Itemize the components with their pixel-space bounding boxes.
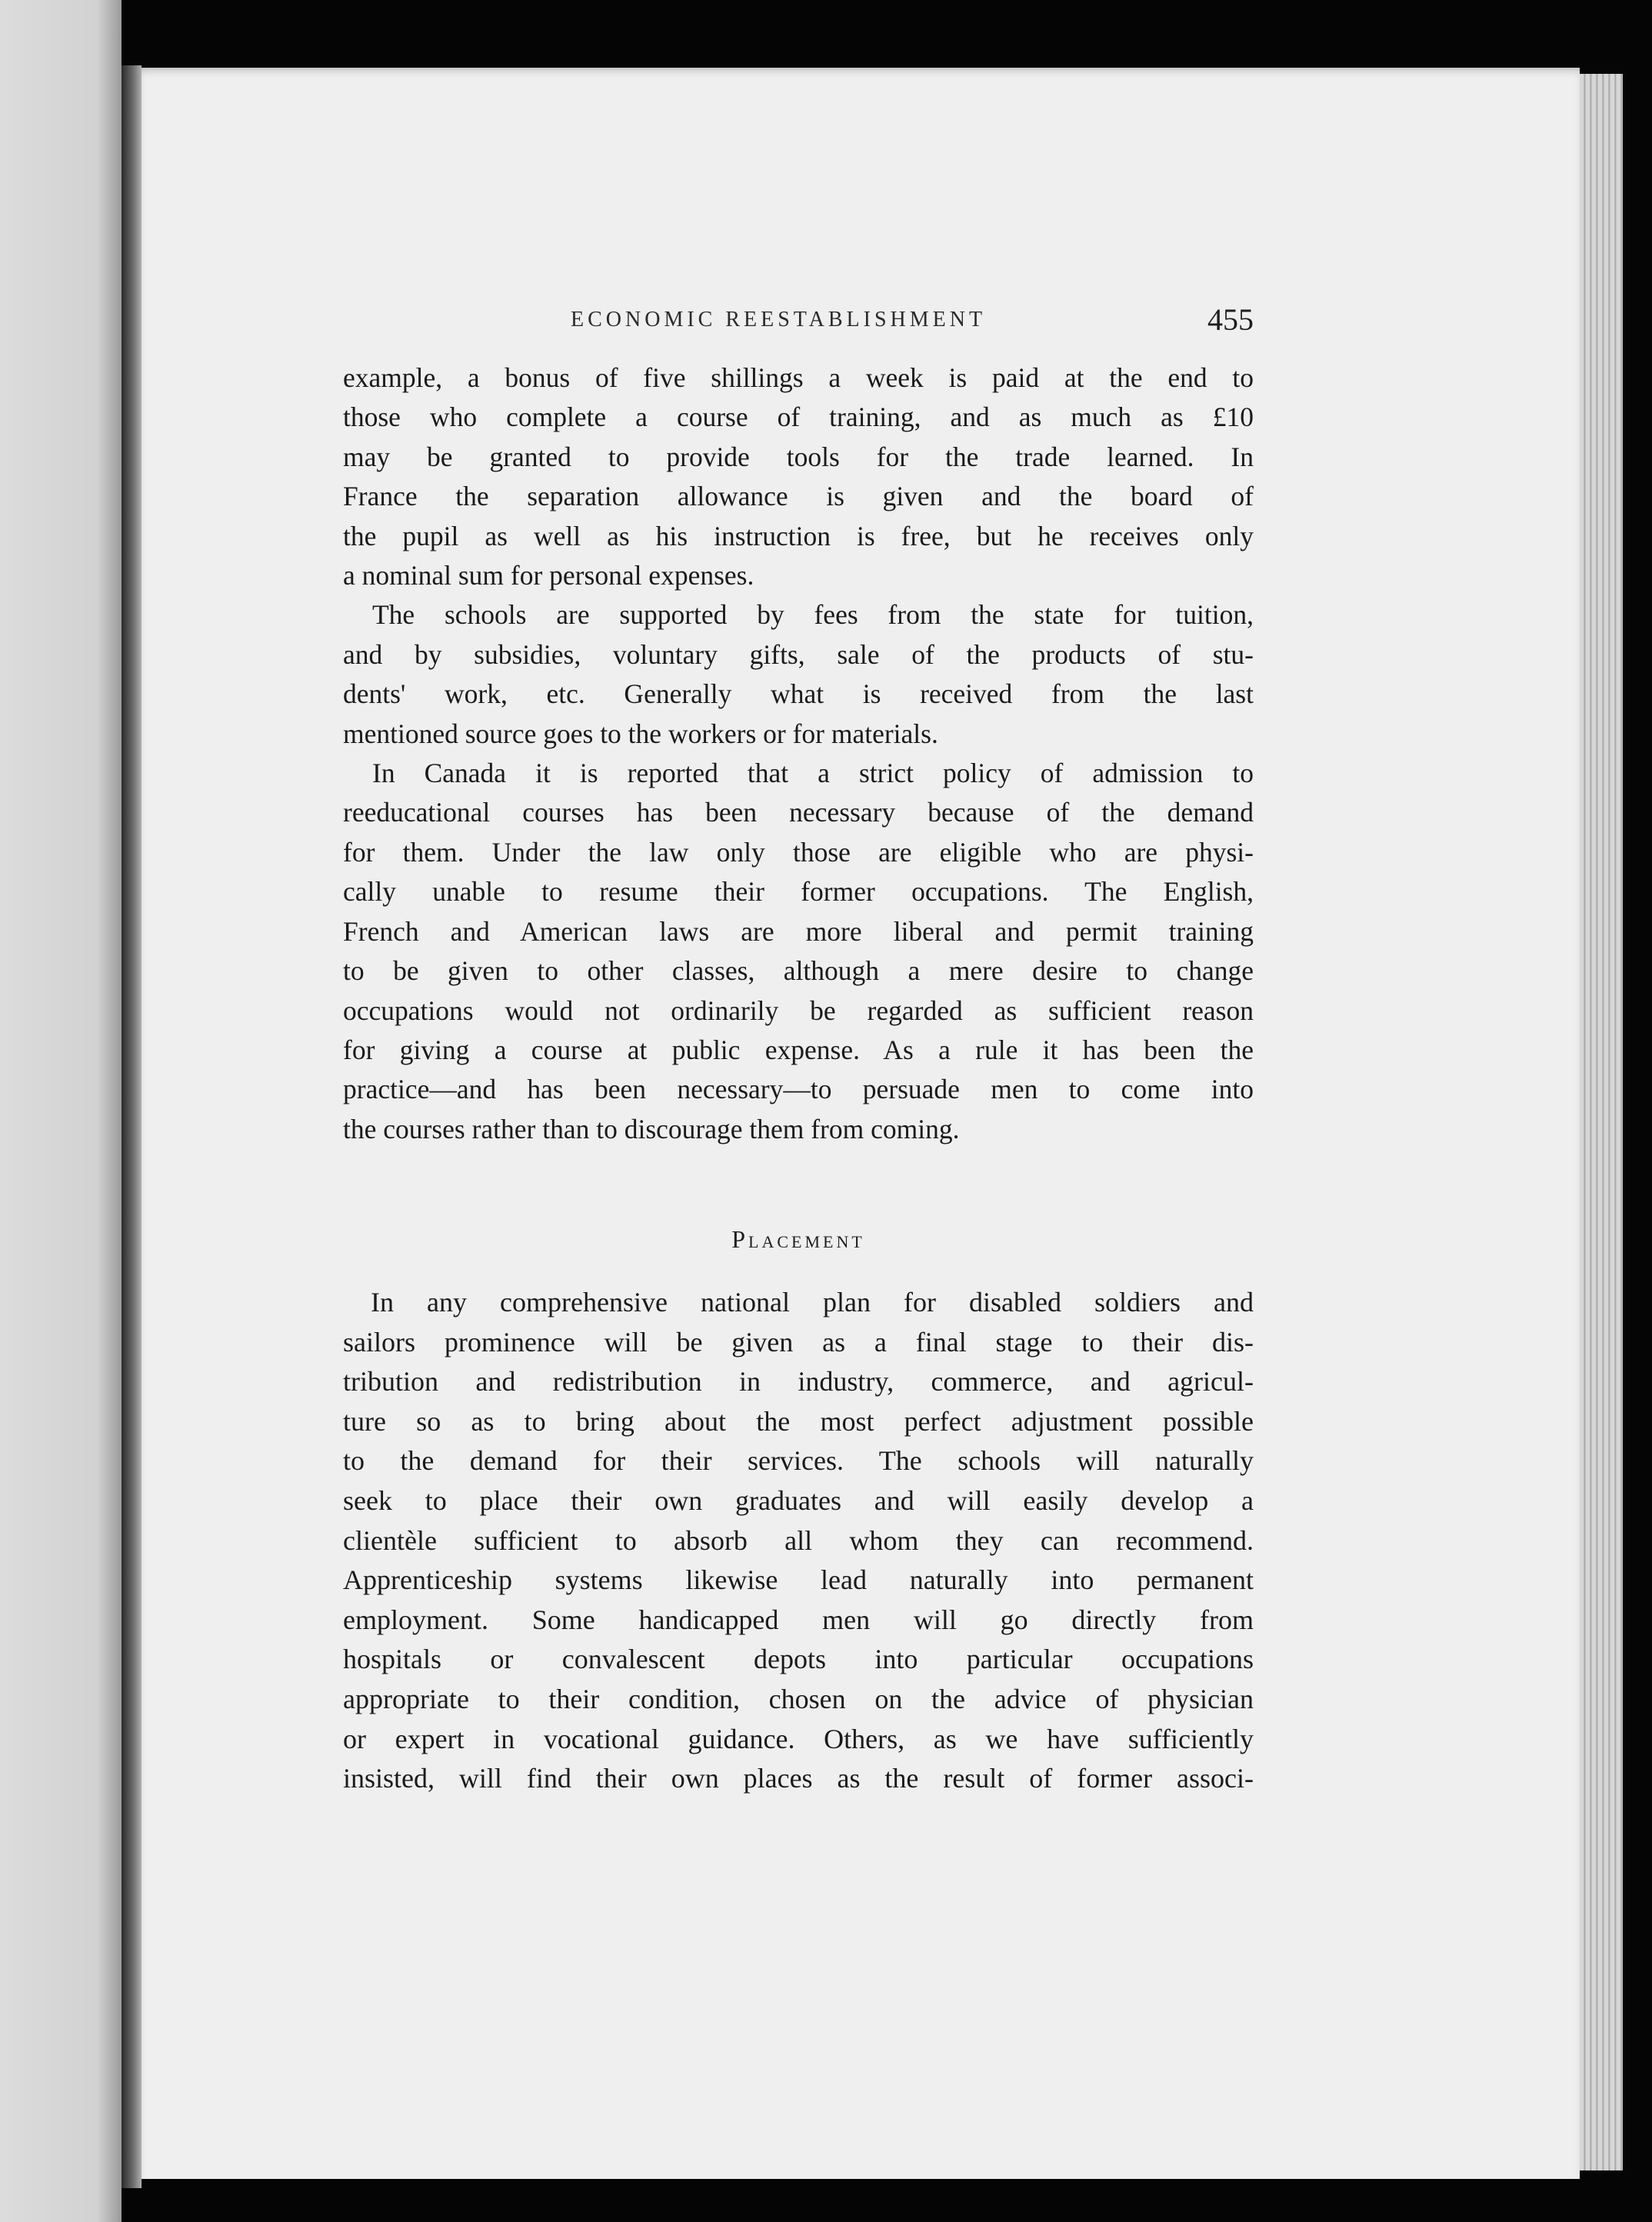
- text-line: for giving a course at public expense. As a rule it has been the: [343, 1034, 1254, 1065]
- text-line: French and American laws are more liberal and permit training: [343, 915, 1254, 947]
- text-line: In any comprehensive national plan for disabled soldiers and: [371, 1287, 1254, 1318]
- book-gutter-shadow: [122, 65, 142, 2188]
- adjacent-page-edge: [0, 0, 122, 2222]
- text-line: tribution and redistribution in industry, commerce, and agricul-: [343, 1366, 1254, 1397]
- text-line: ture so as to bring about the most perfect adjustment possible: [343, 1405, 1254, 1437]
- text-line: mentioned source goes to the workers or for materials.: [343, 718, 938, 749]
- text-line: the pupil as well as his instruction is free, but he receives only: [343, 520, 1254, 551]
- text-line: The schools are supported by fees from the state for tuition,: [372, 599, 1254, 631]
- text-line: employment. Some handicapped men will go directly from: [343, 1604, 1254, 1635]
- running-head: ECONOMIC REESTABLISHMENT: [571, 308, 987, 331]
- text-line: In Canada it is reported that a strict policy of admission to: [372, 758, 1254, 789]
- text-line: example, a bonus of five shillings a week is paid at the end to: [343, 362, 1254, 393]
- text-line: clientèle sufficient to absorb all whom they can recommend.: [343, 1524, 1254, 1556]
- text-line: the courses rather than to discourage them from coming.: [343, 1113, 960, 1144]
- text-line: occupations would not ordinarily be regarded as sufficient reason: [343, 994, 1254, 1026]
- text-line: and by subsidies, voluntary gifts, sale of the products of stu-: [343, 638, 1254, 670]
- page-number: 455: [1207, 302, 1254, 337]
- text-line: hospitals or convalescent depots into particular occupations: [343, 1644, 1254, 1675]
- text-line: a nominal sum for personal expenses.: [343, 560, 754, 591]
- text-line: or expert in vocational guidance. Others, as we have sufficiently: [343, 1723, 1254, 1754]
- text-line: for them. Under the law only those are eligible who are physi-: [343, 836, 1254, 868]
- text-line: appropriate to their condition, chosen on the advice of physician: [343, 1683, 1254, 1714]
- text-line: dents' work, etc. Generally what is received from the last: [343, 678, 1254, 710]
- text-line: reeducational courses has been necessary because of the demand: [343, 797, 1254, 828]
- text-line: sailors prominence will be given as a final stage to their dis-: [343, 1326, 1254, 1358]
- text-line: insisted, will find their own places as the result of former associ-: [343, 1763, 1254, 1794]
- section-heading: Placement: [731, 1225, 865, 1253]
- text-line: may be granted to provide tools for the trade learned. In: [343, 441, 1254, 472]
- text-line: Apprenticeship systems likewise lead naturally into permanent: [343, 1564, 1254, 1596]
- text-line: cally unable to resume their former occupations. The English,: [343, 876, 1254, 908]
- text-line: to be given to other classes, although a mere desire to change: [343, 955, 1254, 987]
- text-line: practice—and has been necessary—to persuade men to come into: [343, 1074, 1254, 1105]
- body-text: [343, 358, 1254, 1149]
- text-line: those who complete a course of training, and as much as £10: [343, 401, 1254, 433]
- page-header: [343, 301, 1254, 340]
- text-line: seek to place their own graduates and will easily develop a: [343, 1484, 1254, 1516]
- placement-text: [343, 1283, 1254, 1799]
- text-line: France the separation allowance is given and the board of: [343, 481, 1254, 512]
- text-line: to the demand for their services. The schools will naturally: [343, 1445, 1254, 1477]
- page-stack-edge: [1580, 74, 1623, 2170]
